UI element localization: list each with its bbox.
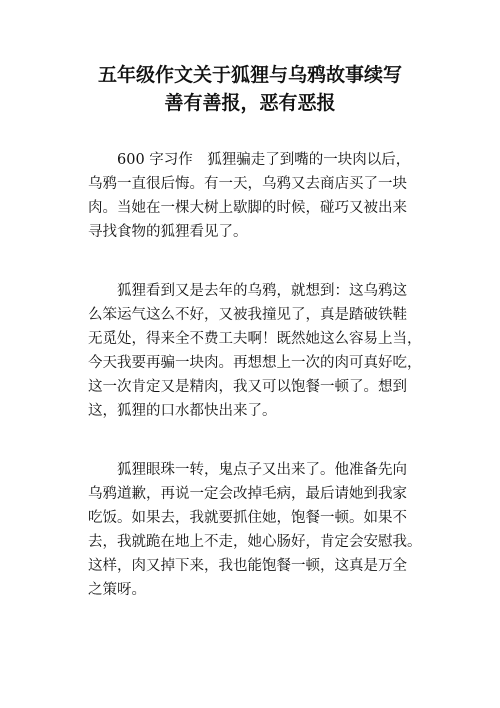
paragraph-line: 去，我就跪在地上不走，她心肠好，肯定会安慰我。: [88, 534, 422, 550]
paragraph-line: 这样，肉又掉下来，我也能饱餐一顿，这真是万全: [88, 558, 407, 574]
paragraph-line: 寻找食物的狐狸看见了。: [88, 224, 248, 240]
paragraph-line: 么笨运气这么不好，又被我撞见了，真是踏破铁鞋: [88, 307, 407, 323]
paragraph-line: 今天我要再骗一块肉。再想想上一次的肉可真好吃，: [88, 355, 422, 371]
paragraph-line: 吃饭。如果去，我就要抓住她，饱餐一顿。如果不: [88, 510, 407, 526]
paragraph-1: [88, 148, 428, 244]
paragraph-line: 无觅处，得来全不费工夫啊！既然她这么容易上当，: [88, 331, 422, 347]
paragraph-line: 狐狸眼珠一转，鬼点子又出来了。他准备先向: [88, 462, 407, 478]
paragraph-line: 狐狸看到又是去年的乌鸦，就想到：这乌鸦这: [88, 283, 407, 299]
paragraph-line: 乌鸦一直很后悔。有一天，乌鸦又去商店买了一块: [88, 176, 407, 192]
paragraph-line: 肉。当她在一棵大树上歇脚的时候，碰巧又被出来: [88, 200, 407, 216]
paragraph-3: [88, 458, 428, 602]
paragraph-line: 之策呀。: [88, 582, 146, 598]
paragraph-line: 这，狐狸的口水都快出来了。: [88, 403, 277, 419]
paragraph-2: [88, 279, 428, 423]
paragraph-line: 这一次肯定又是精肉，我又可以饱餐一顿了。想到: [88, 379, 407, 395]
document-title-line-1: 五年级作文关于狐狸与乌鸦故事续写: [97, 64, 402, 86]
paragraph-line: 乌鸦道歉，再说一定会改掉毛病，最后请她到我家: [88, 486, 407, 502]
paragraph-line: 600 字习作 狐狸骗走了到嘴的一块肉以后，: [88, 152, 411, 168]
document-title-line-2: 善有善报，恶有恶报: [164, 92, 336, 114]
